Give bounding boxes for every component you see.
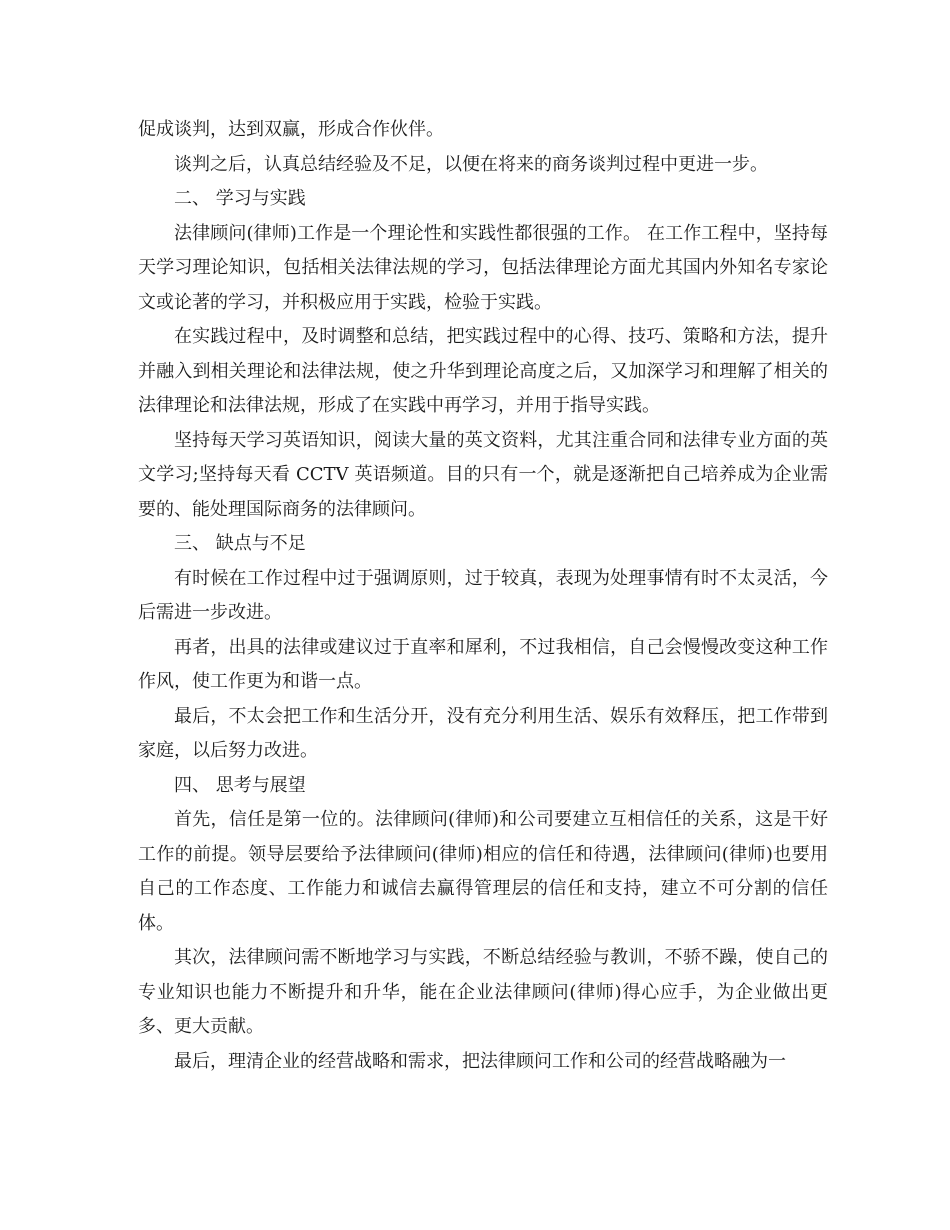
paragraph-english-study: 坚持每天学习英语知识，阅读大量的英文资料，尤其注重合同和法律专业方面的英文学习;坚持每天看 CCTV 英语频道。目的只有一个，就是逐渐把自己培养成为企业需要的、能处理国际商务的法律顾问。	[138, 429, 828, 520]
section-heading-shortcomings: 三、 缺点与不足	[174, 533, 306, 554]
paragraph-theory-practice: 法律顾问(律师)工作是一个理论性和实践性都很强的工作。 在工作工程中，坚持每天学习理论知识，包括相关法律法规的学习，包括法律理论方面尤其国内外知名专家论文或论著的学习，并积极应用于实践，检验于实践。	[138, 222, 828, 313]
paragraph-negotiation-summary: 谈判之后，认真总结经验及不足，以便在将来的商务谈判过程中更进一步。	[174, 153, 768, 175]
section-heading-study-practice: 二、 学习与实践	[174, 188, 306, 209]
paragraph-continuation: 促成谈判，达到双赢，形成合作伙伴。	[138, 119, 444, 140]
paragraph-shortcoming-worklife: 最后，不太会把工作和生活分开，没有充分利用生活、娱乐有效释压，把工作带到家庭，以后努力改进。	[138, 705, 828, 761]
paragraph-continuous-learning: 其次，法律顾问需不断地学习与实践，不断总结经验与教训，不骄不躁，使自己的专业知识也能力不断提升和升华，能在企业法律顾问(律师)得心应手，为企业做出更多、更大贡献。	[138, 947, 828, 1037]
section-heading-outlook: 四、 思考与展望	[174, 774, 306, 796]
paragraph-business-strategy: 最后，理清企业的经营战略和需求，把法律顾问工作和公司的经营战略融为一	[174, 1050, 786, 1072]
paragraph-trust: 首先，信任是第一位的。法律顾问(律师)和公司要建立互相信任的关系，这是干好工作的前提。领导层要给予法律顾问(律师)相应的信任和待遇，法律顾问(律师)也要用自己的工作态度、工作能力和诚信去赢得管理层的信任和支持，建立不可分割的信任体。	[138, 809, 828, 934]
paragraph-shortcoming-principle: 有时候在工作过程中过于强调原则，过于较真，表现为处理事情有时不太灵活，今后需进一步改进。	[138, 567, 828, 623]
paragraph-practice-summary: 在实践过程中，及时调整和总结，把实践过程中的心得、技巧、策略和方法，提升并融入到相关理论和法律法规，使之升华到理论高度之后，又加深学习和理解了相关的法律理论和法律法规，形成了在实践中再学习，并用于指导实践。	[138, 326, 828, 416]
paragraph-shortcoming-directness: 再者，出具的法律或建议过于直率和犀利，不过我相信，自己会慢慢改变这种工作作风，使工作更为和谐一点。	[138, 636, 828, 692]
